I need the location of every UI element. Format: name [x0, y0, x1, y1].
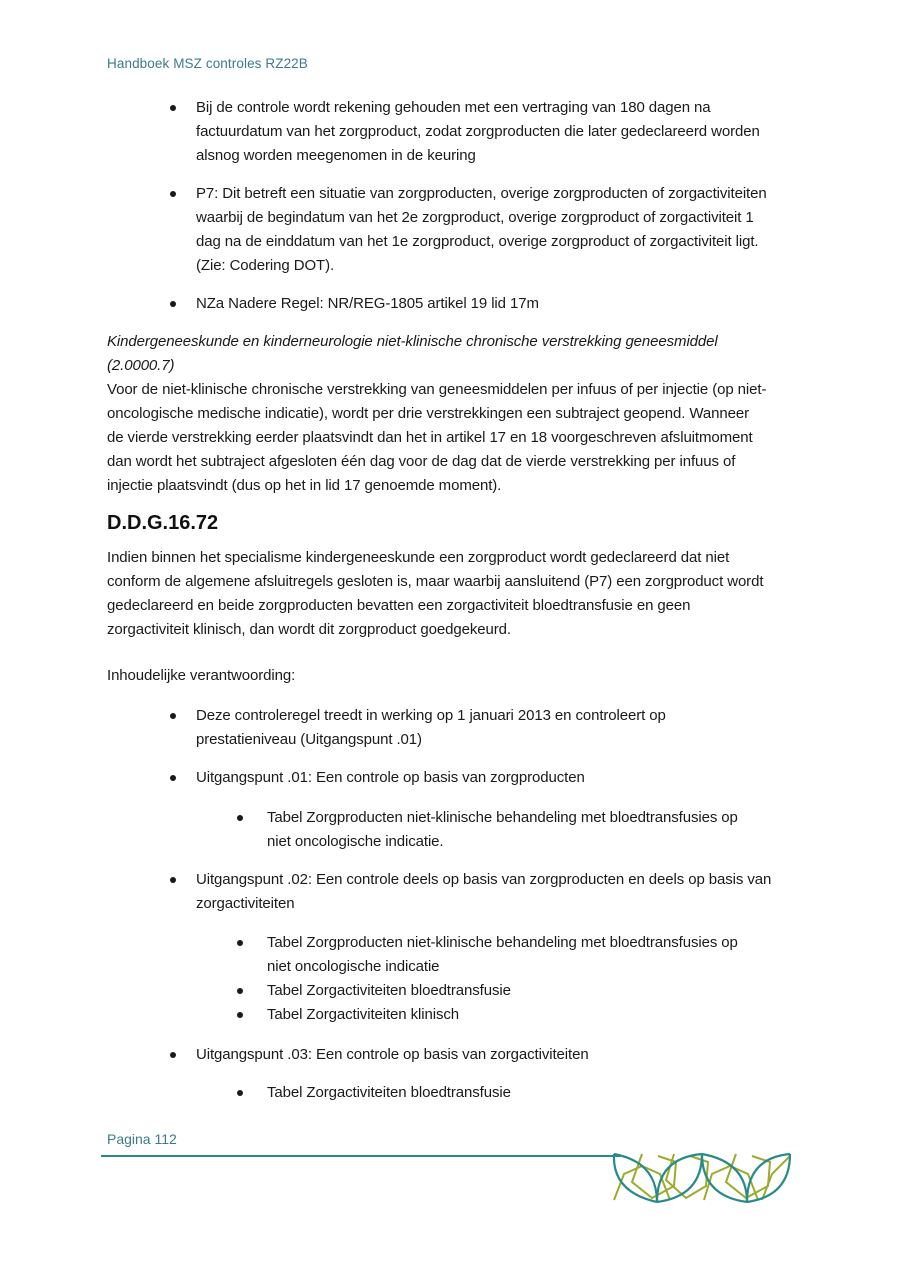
bullet-icon: [170, 182, 196, 278]
footer-divider: [101, 1155, 621, 1157]
bullet-icon: [237, 1081, 267, 1105]
sub-list-item: Tabel Zorgproducten niet-klinische behandeling met bloedtransfusies op niet oncologische indicatie.: [237, 806, 797, 854]
bullet-icon: [237, 931, 267, 979]
running-header: Handboek MSZ controles RZ22B: [107, 56, 308, 71]
sub-list-item: Tabel Zorgactiviteiten klinisch: [237, 1003, 797, 1027]
list-item: Uitgangspunt .03: Een controle op basis van zorgactiviteiten: [170, 1043, 810, 1067]
bullet-icon: [170, 868, 196, 916]
section-body: Indien binnen het specialisme kindergeneeskunde een zorgproduct wordt gedeclareerd dat niet conform de algemene afsluitregels gesloten is, maar waarbij aansluitend (P7) een zorgproduct wordt gedeclareerd en beide zorgproducten bevatten een zorgactiviteit bloedtransfusie en geen zorgactiviteit klinisch, dan wordt dit zorgproduct goedgekeurd.: [107, 549, 764, 638]
page-number: Pagina 112: [107, 1131, 177, 1147]
list-item: Deze controleregel treedt in werking op 1 januari 2013 en controleert op prestatieniveau (Uitgangspunt .01): [170, 704, 810, 752]
list-item: Bij de controle wordt rekening gehouden met een vertraging van 180 dagen na factuurdatum van het zorgproduct, zodat zorgproducten die later gedeclareerd worden alsnog worden meegenomen in de keuring: [170, 96, 810, 168]
list-item: P7: Dit betreft een situatie van zorgproducten, overige zorgproducten of zorgactiviteiten waarbij de begindatum van het 2e zorgproduct, overige zorgproduct of zorgactiviteit 1 dag na de einddatum van het 1e zorgproduct, overige zorgproduct of zorgactiviteit ligt. (Zie: Codering DOT).: [170, 182, 810, 278]
justification-label: Inhoudelijke verantwoording:: [107, 667, 296, 684]
decorative-pattern-logo-icon: [612, 1152, 792, 1204]
subsection-title: Kindergeneeskunde en kinderneurologie niet-klinische chronische verstrekking geneesmiddel: [107, 333, 718, 350]
section-heading: D.D.G.16.72: [107, 512, 219, 534]
bullet-icon: [170, 96, 196, 168]
list-item: Uitgangspunt .02: Een controle deels op basis van zorgproducten en deels op basis van zorgactiviteiten: [170, 868, 810, 916]
bullet-icon: [170, 292, 196, 316]
subsection-code: (2.0000.7): [107, 357, 175, 374]
bullet-icon: [170, 1043, 196, 1067]
subsection: Kindergeneeskunde en kinderneurologie niet-klinische chronische verstrekking geneesmiddel (2.0000.7) Voor de niet-klinische chronische verstrekking van geneesmiddelen per infuus of per injectie (op niet- oncologische medische indicatie), wordt per drie verstrekkingen een subtraject geopend. Wanneer de vierde verstrekking eerder plaatsvindt dan het in artikel 17 en 18 voorgeschreven afsluitmoment dan wordt het subtraject afgesloten één dag voor de dag dat de vierde verstrekking per infuus of injectie plaatsvindt (dus op het in lid 17 genoemde moment).: [107, 330, 807, 498]
bullet-icon: [237, 1003, 267, 1027]
bullet-icon: [170, 704, 196, 752]
sub-list-item: Tabel Zorgactiviteiten bloedtransfusie: [237, 1081, 797, 1105]
bullet-icon: [237, 806, 267, 854]
bullet-icon: [237, 979, 267, 1003]
list-item: NZa Nadere Regel: NR/REG-1805 artikel 19 lid 17m: [170, 292, 810, 316]
list-item: Uitgangspunt .01: Een controle op basis van zorgproducten: [170, 766, 810, 790]
sub-list-item: Tabel Zorgactiviteiten bloedtransfusie: [237, 979, 797, 1003]
sub-list-item: Tabel Zorgproducten niet-klinische behandeling met bloedtransfusies op niet oncologische indicatie: [237, 931, 797, 979]
bullet-icon: [170, 766, 196, 790]
